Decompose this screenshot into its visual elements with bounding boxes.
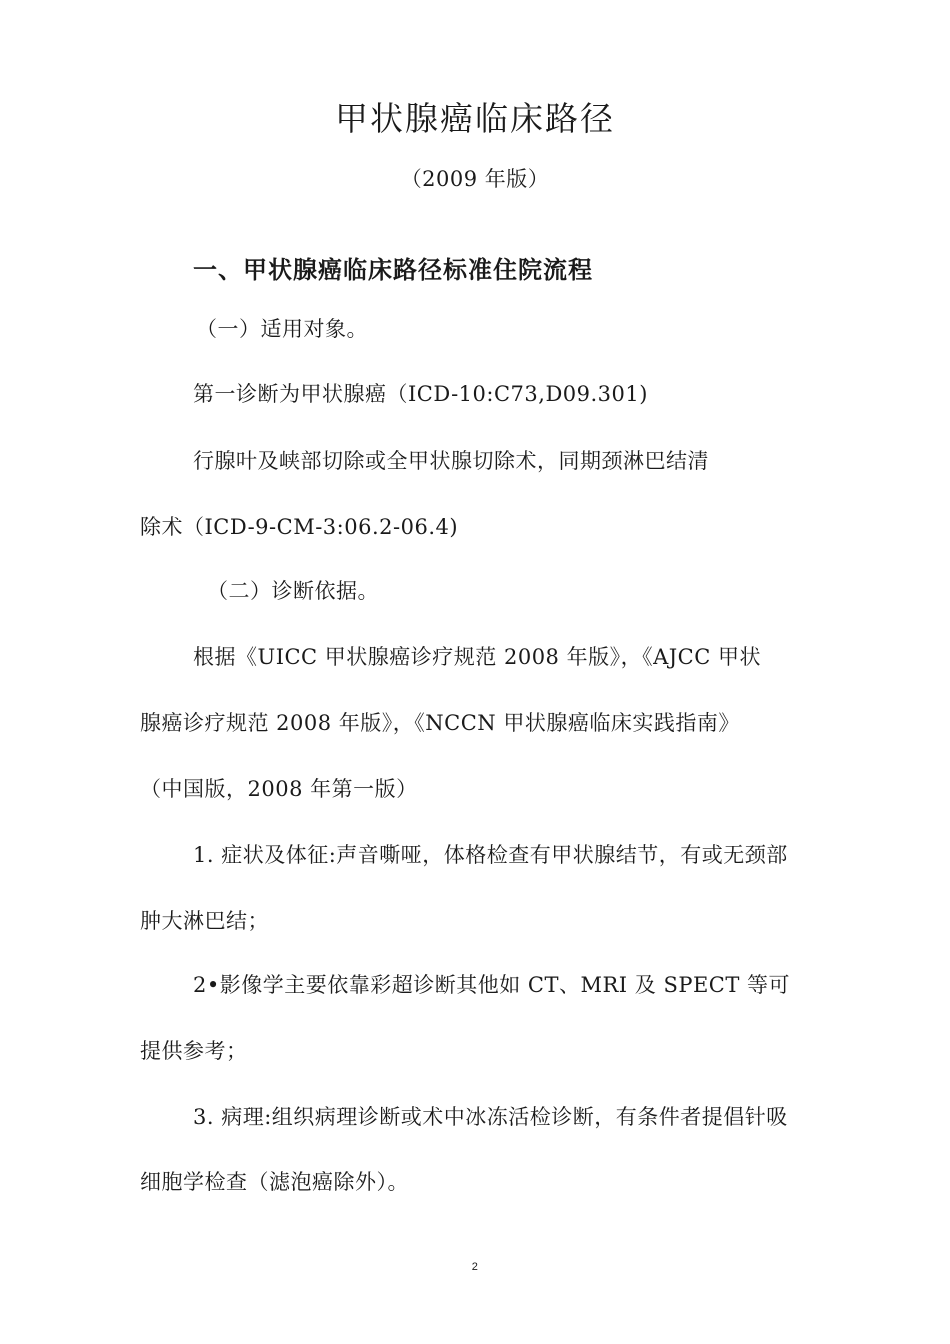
paragraph-line: 除术（ICD-9-CM-3:06.2-06.4) <box>140 515 459 539</box>
list-item-line: 细胞学检查（滤泡癌除外）。 <box>140 1170 409 1194</box>
section-heading: 一、甲状腺癌临床路径标准住院流程 <box>193 256 593 284</box>
paragraph-line: 行腺叶及峡部切除或全甲状腺切除术，同期颈淋巴结清 <box>193 449 709 473</box>
list-item-line: 2•影像学主要依靠彩超诊断其他如 CT、MRI 及 SPECT 等可 <box>193 973 791 997</box>
paragraph-line: （中国版，2008 年第一版） <box>140 777 418 801</box>
list-item-line: 肿大淋巴结； <box>140 909 269 933</box>
subsection-heading-diagnosis-basis: （二）诊断依据。 <box>207 579 379 603</box>
document-title: 甲状腺癌临床路径 <box>335 99 615 138</box>
page-number: 2 <box>471 1261 479 1273</box>
list-item-line: 1. 症状及体征:声音嘶哑，体格检查有甲状腺结节，有或无颈部 <box>193 843 788 867</box>
paragraph-line: 第一诊断为甲状腺癌（ICD-10:C73,D09.301) <box>193 382 648 406</box>
list-item-line: 3. 病理:组织病理诊断或术中冰冻活检诊断，有条件者提倡针吸 <box>193 1105 788 1129</box>
paragraph-line: 根据《UICC 甲状腺癌诊疗规范 2008 年版》，《AJCC 甲状 <box>193 645 761 669</box>
list-item-line: 提供参考； <box>140 1039 248 1063</box>
subsection-heading-applicable-objects: （一）适用对象。 <box>196 317 368 341</box>
document-subtitle: （2009 年版） <box>400 167 550 191</box>
paragraph-line: 腺癌诊疗规范 2008 年版》，《NCCN 甲状腺癌临床实践指南》 <box>140 711 740 735</box>
